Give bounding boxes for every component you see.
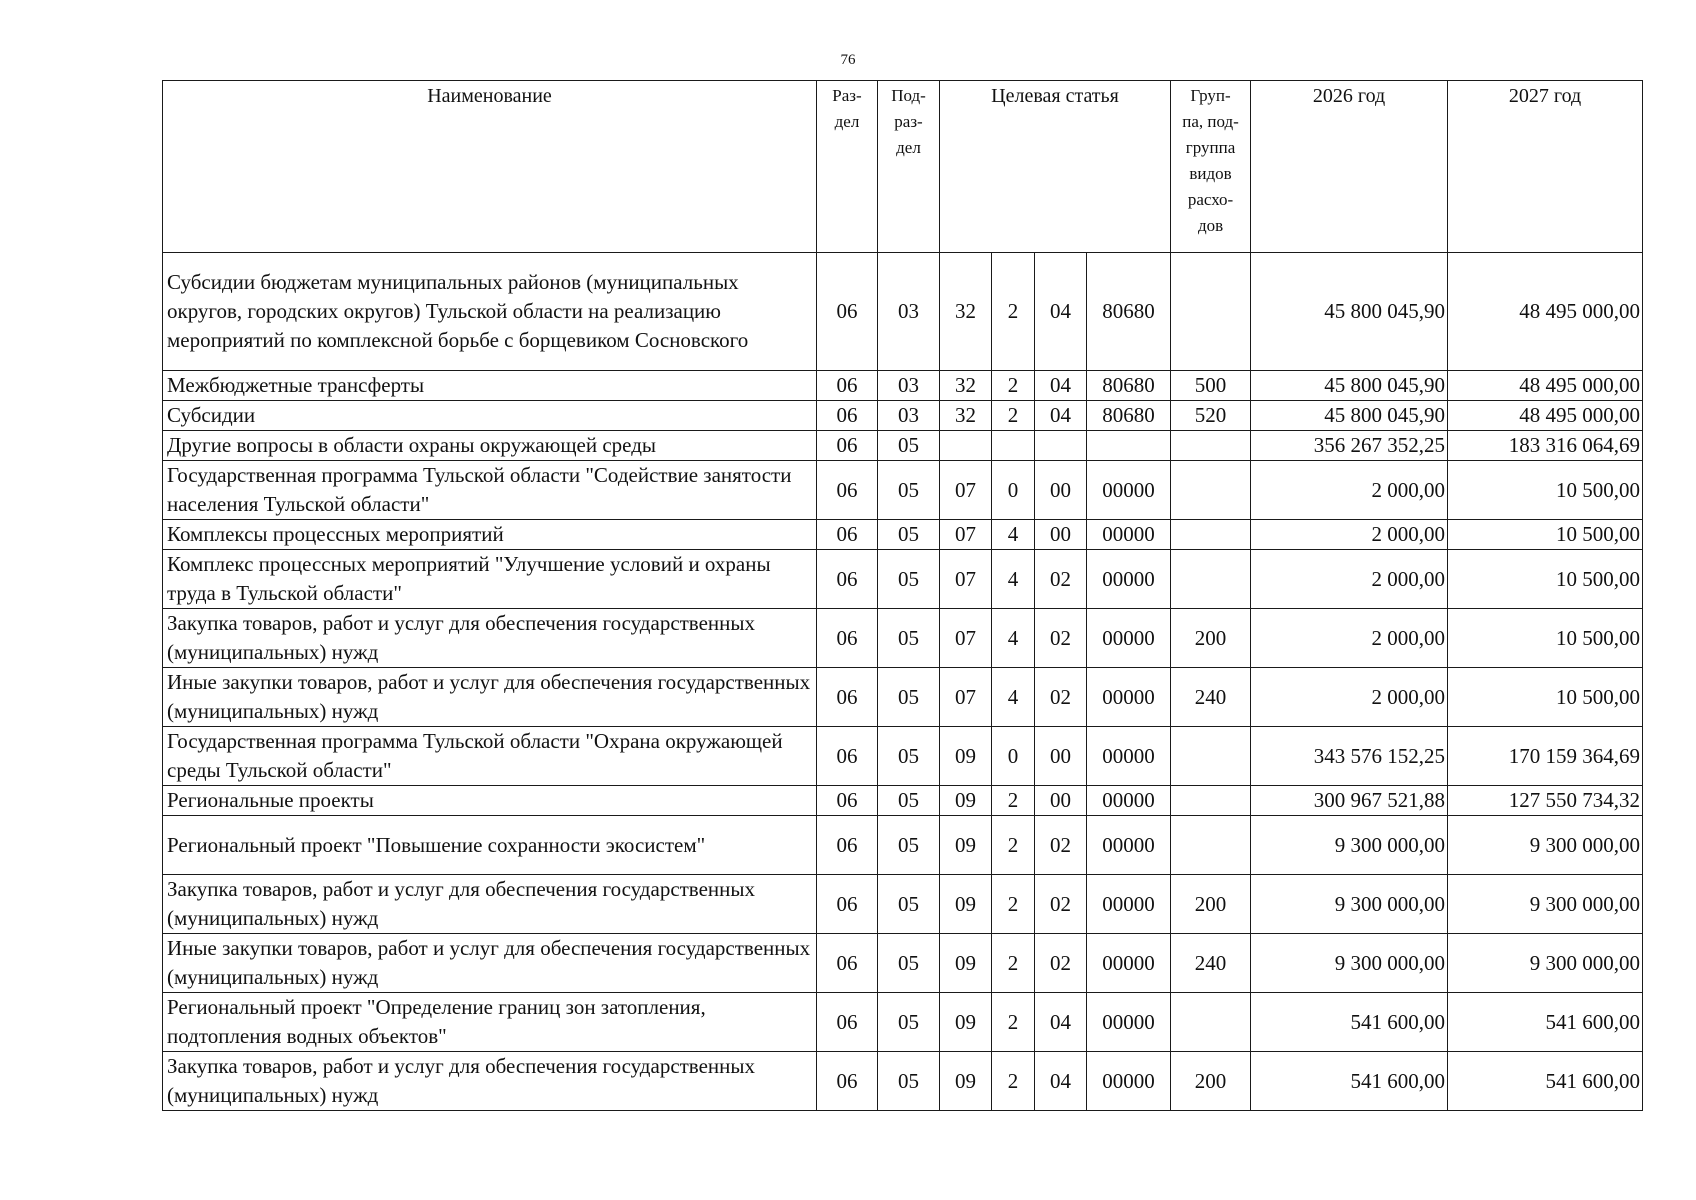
row-target-type: 4 — [992, 668, 1035, 727]
row-razdel: 06 — [817, 1052, 878, 1111]
row-target-program: 09 — [940, 993, 992, 1052]
row-target-program: 32 — [940, 253, 992, 371]
row-amount-2026: 2 000,00 — [1251, 520, 1448, 550]
header-expense-group: Груп- па, под- группа видов расхо- дов — [1171, 81, 1251, 253]
table-row — [163, 786, 1643, 816]
row-target-subprogram: 00 — [1035, 461, 1087, 520]
row-name: Региональный проект "Определение границ зон затопления, подтопления водных объектов" — [163, 993, 817, 1052]
row-target-program: 09 — [940, 1052, 992, 1111]
row-podrazdel: 05 — [878, 727, 940, 786]
row-target-subprogram: 02 — [1035, 934, 1087, 993]
row-podrazdel: 03 — [878, 253, 940, 371]
row-target-type: 4 — [992, 550, 1035, 609]
row-amount-2026: 2 000,00 — [1251, 550, 1448, 609]
row-target-subprogram: 04 — [1035, 253, 1087, 371]
row-razdel: 06 — [817, 550, 878, 609]
row-razdel: 06 — [817, 520, 878, 550]
row-target-direction: 80680 — [1087, 253, 1171, 371]
row-amount-2026: 45 800 045,90 — [1251, 371, 1448, 401]
row-target-subprogram — [1035, 431, 1087, 461]
row-target-direction: 00000 — [1087, 668, 1171, 727]
header-podrazdel: Под- раз- дел — [878, 81, 940, 253]
row-expense-group — [1171, 253, 1251, 371]
row-name: Субсидии бюджетам муниципальных районов (муниципальных округов, городских округов) Тульской области на реализацию мероприятий по комплексной борьбе с борщевиком Сосновского — [163, 253, 817, 371]
budget-table — [162, 80, 1643, 1111]
row-name: Региональный проект "Повышение сохранности экосистем" — [163, 816, 817, 875]
row-razdel: 06 — [817, 727, 878, 786]
row-amount-2026: 45 800 045,90 — [1251, 401, 1448, 431]
row-target-direction: 00000 — [1087, 993, 1171, 1052]
table-row — [163, 727, 1643, 786]
row-target-type: 0 — [992, 461, 1035, 520]
row-amount-2027: 10 500,00 — [1448, 550, 1643, 609]
table-row — [163, 816, 1643, 875]
row-target-direction: 00000 — [1087, 1052, 1171, 1111]
row-razdel: 06 — [817, 993, 878, 1052]
row-target-program: 32 — [940, 401, 992, 431]
table-row — [163, 668, 1643, 727]
table-row — [163, 461, 1643, 520]
row-amount-2027: 541 600,00 — [1448, 993, 1643, 1052]
row-razdel: 06 — [817, 786, 878, 816]
row-razdel: 06 — [817, 875, 878, 934]
row-target-program: 07 — [940, 668, 992, 727]
row-podrazdel: 05 — [878, 431, 940, 461]
row-target-direction: 00000 — [1087, 727, 1171, 786]
row-expense-group: 240 — [1171, 668, 1251, 727]
row-amount-2027: 9 300 000,00 — [1448, 816, 1643, 875]
table-row — [163, 253, 1643, 371]
header-year-2027: 2027 год — [1448, 81, 1643, 253]
row-podrazdel: 03 — [878, 371, 940, 401]
row-razdel: 06 — [817, 371, 878, 401]
row-razdel: 06 — [817, 609, 878, 668]
row-amount-2027: 10 500,00 — [1448, 668, 1643, 727]
row-target-type: 4 — [992, 609, 1035, 668]
table-row — [163, 934, 1643, 993]
table-row — [163, 875, 1643, 934]
page-number: 76 — [840, 52, 856, 68]
row-amount-2026: 2 000,00 — [1251, 461, 1448, 520]
row-expense-group: 240 — [1171, 934, 1251, 993]
row-podrazdel: 05 — [878, 609, 940, 668]
row-target-type: 2 — [992, 934, 1035, 993]
row-expense-group: 520 — [1171, 401, 1251, 431]
row-target-direction: 00000 — [1087, 461, 1171, 520]
row-expense-group — [1171, 550, 1251, 609]
row-name: Субсидии — [163, 401, 817, 431]
row-name: Иные закупки товаров, работ и услуг для обеспечения государственных (муниципальных) нужд — [163, 668, 817, 727]
row-target-program: 09 — [940, 934, 992, 993]
row-name: Комплексы процессных мероприятий — [163, 520, 817, 550]
row-target-direction: 00000 — [1087, 786, 1171, 816]
header-row — [163, 81, 1643, 253]
header-year-2026: 2026 год — [1251, 81, 1448, 253]
row-target-type: 2 — [992, 786, 1035, 816]
row-target-program: 07 — [940, 520, 992, 550]
row-name: Закупка товаров, работ и услуг для обеспечения государственных (муниципальных) нужд — [163, 1052, 817, 1111]
row-target-type: 4 — [992, 520, 1035, 550]
row-target-type: 2 — [992, 401, 1035, 431]
row-expense-group — [1171, 786, 1251, 816]
row-razdel: 06 — [817, 431, 878, 461]
row-target-type — [992, 431, 1035, 461]
row-target-subprogram: 04 — [1035, 1052, 1087, 1111]
row-expense-group — [1171, 461, 1251, 520]
row-expense-group: 200 — [1171, 1052, 1251, 1111]
row-expense-group — [1171, 431, 1251, 461]
row-target-type: 2 — [992, 816, 1035, 875]
row-amount-2027: 10 500,00 — [1448, 520, 1643, 550]
row-razdel: 06 — [817, 401, 878, 431]
row-podrazdel: 05 — [878, 668, 940, 727]
row-target-program: 09 — [940, 786, 992, 816]
row-podrazdel: 05 — [878, 520, 940, 550]
row-razdel: 06 — [817, 816, 878, 875]
row-target-program: 09 — [940, 875, 992, 934]
row-target-subprogram: 00 — [1035, 520, 1087, 550]
row-target-type: 2 — [992, 253, 1035, 371]
table-row — [163, 550, 1643, 609]
row-target-program: 07 — [940, 550, 992, 609]
row-name: Межбюджетные трансферты — [163, 371, 817, 401]
row-expense-group: 200 — [1171, 609, 1251, 668]
row-podrazdel: 03 — [878, 401, 940, 431]
row-target-subprogram: 00 — [1035, 786, 1087, 816]
header-target-article: Целевая статья — [940, 81, 1171, 253]
row-amount-2026: 9 300 000,00 — [1251, 816, 1448, 875]
row-amount-2026: 9 300 000,00 — [1251, 875, 1448, 934]
row-name: Закупка товаров, работ и услуг для обеспечения государственных (муниципальных) нужд — [163, 875, 817, 934]
table-row — [163, 371, 1643, 401]
row-target-program: 07 — [940, 609, 992, 668]
row-podrazdel: 05 — [878, 461, 940, 520]
row-amount-2027: 541 600,00 — [1448, 1052, 1643, 1111]
row-target-program — [940, 431, 992, 461]
row-amount-2026: 343 576 152,25 — [1251, 727, 1448, 786]
table-row — [163, 609, 1643, 668]
row-target-type: 2 — [992, 993, 1035, 1052]
row-razdel: 06 — [817, 253, 878, 371]
row-target-program: 32 — [940, 371, 992, 401]
row-podrazdel: 05 — [878, 550, 940, 609]
row-amount-2027: 9 300 000,00 — [1448, 934, 1643, 993]
row-target-direction: 80680 — [1087, 401, 1171, 431]
row-name: Другие вопросы в области охраны окружающей среды — [163, 431, 817, 461]
row-razdel: 06 — [817, 668, 878, 727]
table-body — [163, 253, 1643, 1111]
row-target-direction: 80680 — [1087, 371, 1171, 401]
row-podrazdel: 05 — [878, 786, 940, 816]
header-razdel: Раз- дел — [817, 81, 878, 253]
row-target-subprogram: 02 — [1035, 609, 1087, 668]
row-amount-2027: 48 495 000,00 — [1448, 253, 1643, 371]
row-amount-2027: 9 300 000,00 — [1448, 875, 1643, 934]
table-row — [163, 520, 1643, 550]
row-name: Государственная программа Тульской области "Содействие занятости населения Тульской области" — [163, 461, 817, 520]
row-podrazdel: 05 — [878, 875, 940, 934]
row-razdel: 06 — [817, 934, 878, 993]
table-row — [163, 401, 1643, 431]
row-target-subprogram: 04 — [1035, 401, 1087, 431]
row-target-direction: 00000 — [1087, 550, 1171, 609]
row-amount-2027: 48 495 000,00 — [1448, 371, 1643, 401]
table-row — [163, 1052, 1643, 1111]
row-amount-2026: 541 600,00 — [1251, 993, 1448, 1052]
row-podrazdel: 05 — [878, 934, 940, 993]
row-expense-group — [1171, 816, 1251, 875]
row-target-subprogram: 02 — [1035, 668, 1087, 727]
row-amount-2027: 48 495 000,00 — [1448, 401, 1643, 431]
row-expense-group: 200 — [1171, 875, 1251, 934]
row-amount-2027: 183 316 064,69 — [1448, 431, 1643, 461]
row-expense-group — [1171, 993, 1251, 1052]
row-expense-group: 500 — [1171, 371, 1251, 401]
row-expense-group — [1171, 520, 1251, 550]
row-target-subprogram: 04 — [1035, 993, 1087, 1052]
row-podrazdel: 05 — [878, 816, 940, 875]
table-row — [163, 431, 1643, 461]
row-target-type: 0 — [992, 727, 1035, 786]
row-amount-2026: 541 600,00 — [1251, 1052, 1448, 1111]
row-target-subprogram: 04 — [1035, 371, 1087, 401]
table-row — [163, 993, 1643, 1052]
row-name: Государственная программа Тульской области "Охрана окружающей среды Тульской области" — [163, 727, 817, 786]
row-amount-2026: 9 300 000,00 — [1251, 934, 1448, 993]
row-razdel: 06 — [817, 461, 878, 520]
row-target-direction: 00000 — [1087, 875, 1171, 934]
row-target-subprogram: 02 — [1035, 816, 1087, 875]
row-target-program: 09 — [940, 816, 992, 875]
row-target-subprogram: 02 — [1035, 875, 1087, 934]
row-podrazdel: 05 — [878, 993, 940, 1052]
row-target-program: 07 — [940, 461, 992, 520]
row-target-type: 2 — [992, 875, 1035, 934]
row-amount-2027: 10 500,00 — [1448, 461, 1643, 520]
row-target-program: 09 — [940, 727, 992, 786]
header-name: Наименование — [163, 81, 817, 253]
row-target-direction: 00000 — [1087, 609, 1171, 668]
row-target-subprogram: 00 — [1035, 727, 1087, 786]
row-amount-2026: 45 800 045,90 — [1251, 253, 1448, 371]
row-name: Закупка товаров, работ и услуг для обеспечения государственных (муниципальных) нужд — [163, 609, 817, 668]
row-target-type: 2 — [992, 1052, 1035, 1111]
row-expense-group — [1171, 727, 1251, 786]
row-target-direction: 00000 — [1087, 934, 1171, 993]
row-target-direction — [1087, 431, 1171, 461]
row-amount-2026: 300 967 521,88 — [1251, 786, 1448, 816]
row-target-direction: 00000 — [1087, 816, 1171, 875]
row-name: Иные закупки товаров, работ и услуг для обеспечения государственных (муниципальных) нужд — [163, 934, 817, 993]
row-target-type: 2 — [992, 371, 1035, 401]
row-podrazdel: 05 — [878, 1052, 940, 1111]
row-amount-2026: 356 267 352,25 — [1251, 431, 1448, 461]
row-target-subprogram: 02 — [1035, 550, 1087, 609]
row-amount-2027: 170 159 364,69 — [1448, 727, 1643, 786]
row-amount-2026: 2 000,00 — [1251, 668, 1448, 727]
row-name: Региональные проекты — [163, 786, 817, 816]
row-amount-2026: 2 000,00 — [1251, 609, 1448, 668]
row-amount-2027: 127 550 734,32 — [1448, 786, 1643, 816]
row-name: Комплекс процессных мероприятий "Улучшение условий и охраны труда в Тульской области" — [163, 550, 817, 609]
row-target-direction: 00000 — [1087, 520, 1171, 550]
row-amount-2027: 10 500,00 — [1448, 609, 1643, 668]
